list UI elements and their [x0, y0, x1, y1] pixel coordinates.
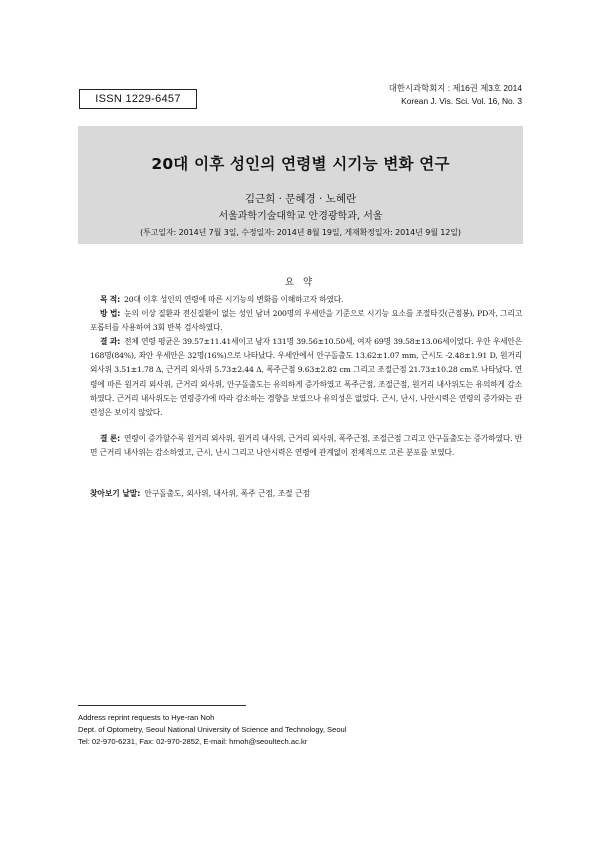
keywords-label: 찾아보기 낱말:: [90, 489, 141, 498]
results-label: 결 과:: [100, 337, 121, 346]
footnote-line-reprint: Address reprint requests to Hye-ran Noh: [78, 713, 215, 722]
footnote-line-department: Dept. of Optometry, Seoul National University of Science and Technology, Seoul: [78, 725, 347, 734]
abstract-conclusion: [90, 432, 522, 460]
conclusion-label: 결 론:: [100, 434, 121, 443]
author-list: 김근희 · 문혜경 · 노혜란: [244, 193, 357, 205]
abstract-method: [90, 307, 522, 335]
purpose-label: 목 적:: [100, 295, 121, 304]
footnote-line-contact: Tel: 02-970-6231, Fax: 02-970-2852, E-mail: hrnoh@seoultech.ac.kr: [78, 737, 308, 746]
method-text: 눈의 이상 질환과 전신질환이 없는 성인 남녀 200명의 우세안을 기준으로 시기능 요소를 조절타깃(근점봉), PD자, 그리고 포롭터를 사용하여 3회 반복 검사하였다.: [90, 309, 522, 333]
issn-box: ISSN 1229-6457: [79, 89, 197, 109]
footnote-divider: [78, 705, 246, 706]
abstract-heading: 요 약: [284, 277, 316, 288]
correspondence-footnote: [78, 712, 518, 748]
paper-title: 20대 이후 성인의 연령별 시기능 변화 연구: [151, 155, 450, 173]
keywords: [90, 487, 522, 501]
journal-citation-korean: 대한시과학회지 : 제16권 제3호 2014: [388, 83, 522, 93]
submission-dates: (투고일자: 2014년 7월 3일, 수정일자: 2014년 8월 19일, 게재확정일자: 2014년 9월 12일): [140, 228, 461, 237]
affiliation: 서울과학기술대학교 안경광학과, 서울: [218, 211, 383, 222]
journal-citation-english: Korean J. Vis. Sci. Vol. 16, No. 3: [401, 96, 522, 106]
abstract-purpose: [90, 293, 522, 307]
conclusion-text: 연령이 증가할수록 원거리 외사위, 원거리 내사위, 근거리 외사위, 폭주근점, 조절근점 그리고 안구돌출도는 증가하였다. 반면 근거리 내사위는 감소하였고, 근시, 난시 그리고 나안시력은 연령에 관계없이 전체적으로 고른 분포를 보였다.: [90, 434, 522, 458]
title-block: [78, 126, 523, 244]
keywords-text: 안구돌출도, 외사위, 내사위, 폭주 근점, 조절 근점: [144, 489, 310, 498]
purpose-text: 20대 이후 성인의 연령에 따른 시기능의 변화를 이해하고자 하였다.: [124, 295, 344, 304]
abstract-results: [90, 335, 522, 420]
method-label: 방 법:: [100, 309, 121, 318]
journal-citation: [389, 82, 522, 108]
results-text: 전체 연령 평균은 39.57±11.41세이고 남자 131명 39.56±10.50세, 여자 69명 39.58±13.06세이었다. 우안 우세안은 168명(84%), 좌안 우세안은 32명(16%)으로 나타났다. 우세안에서 안구돌출도 13.62±1.07 mm, 근시도 -2.48±1.91 D, 원거리 외사위 3.51±1.78 Δ, 근거리 외사위 5.73±2.44 Δ, 폭주근점 9.63±2.82 cm 그리고 조절근점 21.73±10.28 cm로 나타났다. 연령에 따른 원거리 외사위, 근거리 외사위, 안구돌출도는 유의하게 증가하였고 폭주근점, 조절근점, 원거리 내사위도는 유의하게 감소하였다. 근거리 내사위도는 연령증가에 따라 감소하는 경향을 보였으나 유의성은 없었다. 근시, 난시, 나안시력은 연령의 증가와는 관련성은 보이지 않았다.: [90, 337, 522, 418]
